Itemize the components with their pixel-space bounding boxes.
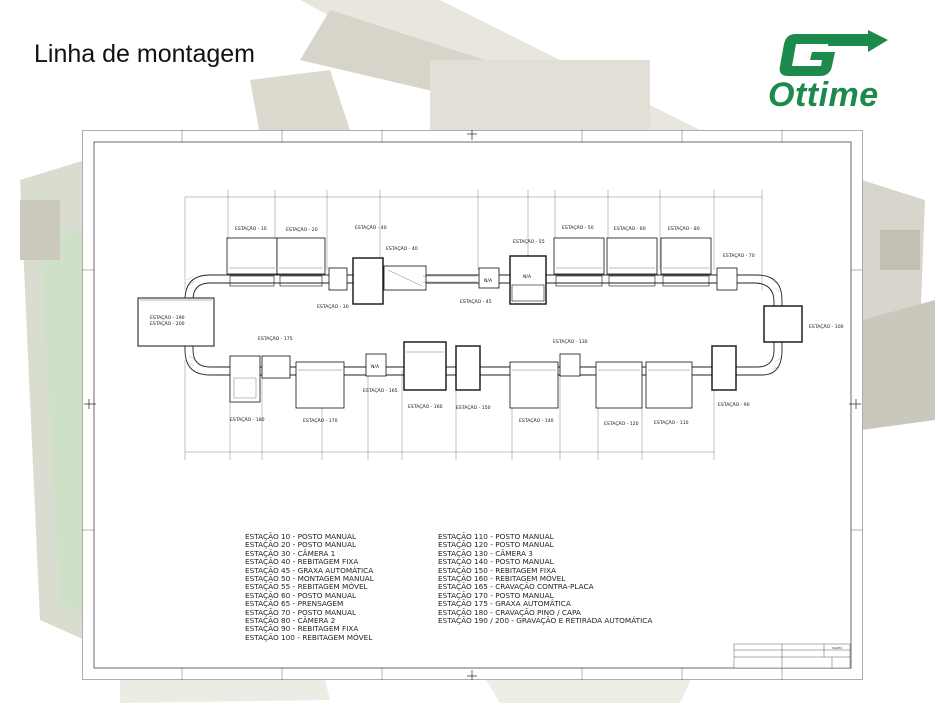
- label-station-70: ESTAÇÃO - 70: [723, 254, 755, 259]
- station-30-block: [329, 268, 347, 290]
- legend-item: ESTAÇÃO 110 - POSTO MANUAL: [438, 532, 554, 541]
- label-station-40a: ESTAÇÃO - 40: [355, 226, 387, 231]
- label-na-1: N/A: [484, 279, 493, 284]
- station-20-block: [277, 238, 325, 274]
- label-station-90: ESTAÇÃO - 90: [718, 403, 750, 408]
- legend-item: ESTAÇÃO 40 - REBITAGEM FIXA: [245, 557, 359, 567]
- label-station-110: ESTAÇÃO - 110: [654, 421, 689, 426]
- na-block-1: [479, 268, 499, 288]
- station-80-block: [661, 238, 711, 274]
- station-160-block: [456, 346, 480, 390]
- ottime-logo: [768, 30, 918, 116]
- legend-item: ESTAÇÃO 80 - CÂMERA 2: [245, 615, 336, 625]
- label-station-130: ESTAÇÃO - 130: [553, 340, 588, 345]
- label-na-3: N/A: [523, 275, 532, 280]
- label-station-60: ESTAÇÃO - 60: [614, 227, 646, 232]
- label-station-170: ESTAÇÃO - 170: [303, 419, 338, 424]
- label-station-10: ESTAÇÃO - 10: [235, 227, 267, 232]
- station-40-block: [353, 258, 383, 304]
- label-station-20: ESTAÇÃO - 20: [286, 228, 318, 233]
- label-station-55: ESTAÇÃO - 55: [513, 240, 545, 245]
- label-station-165: ESTAÇÃO - 165: [363, 389, 398, 394]
- label-station-180: ESTAÇÃO - 180: [230, 418, 265, 423]
- legend-item: ESTAÇÃO 180 - CRAVAÇÃO PINO / CAPA: [438, 607, 581, 617]
- label-station-80: ESTAÇÃO - 80: [668, 227, 700, 232]
- station-175-block: [262, 356, 290, 378]
- legend-item: ESTAÇÃO 30 - CÂMERA 1: [245, 548, 336, 558]
- label-station-200: ESTAÇÃO - 200: [150, 322, 185, 327]
- assembly-line-drawing: [82, 130, 863, 680]
- label-station-120: ESTAÇÃO - 120: [604, 422, 639, 427]
- title-block-company: VALEO: [832, 646, 842, 650]
- legend-item: ESTAÇÃO 60 - POSTO MANUAL: [245, 590, 357, 600]
- legend-item: ESTAÇÃO 150 - REBITAGEM FIXA: [438, 565, 557, 575]
- label-station-100: ESTAÇÃO - 100: [809, 325, 844, 330]
- label-station-175: ESTAÇÃO - 175: [258, 337, 293, 342]
- legend-item: ESTAÇÃO 100 - REBITAGEM MÓVEL: [245, 632, 373, 642]
- legend-right: [438, 533, 652, 625]
- station-180-block: [230, 356, 260, 402]
- label-station-50: ESTAÇÃO - 50: [562, 226, 594, 231]
- legend-item: ESTAÇÃO 160 - REBITAGEM MÓVEL: [438, 573, 566, 583]
- label-station-40b: ESTAÇÃO - 40: [386, 247, 418, 252]
- label-station-160: ESTAÇÃO - 160: [408, 405, 443, 410]
- legend-item: ESTAÇÃO 140 - POSTO MANUAL: [438, 557, 554, 567]
- label-station-45: ESTAÇÃO - 45: [460, 300, 492, 305]
- station-50-block: [554, 238, 604, 274]
- legend-item: ESTAÇÃO 175 - GRAXA AUTOMÁTICA: [438, 599, 571, 609]
- legend-item: ESTAÇÃO 165 - CRAVAÇÃO CONTRA-PLACA: [438, 582, 594, 592]
- legend-item: ESTAÇÃO 55 - REBITAGEM MÓVEL: [245, 582, 368, 592]
- legend-item: ESTAÇÃO 10 - POSTO MANUAL: [245, 532, 357, 541]
- station-140-block: [596, 362, 642, 408]
- station-150-block: [510, 362, 558, 408]
- logo-arrow-icon: [768, 30, 918, 80]
- label-na-2: N/A: [371, 365, 380, 370]
- legend-item: ESTAÇÃO 70 - POSTO MANUAL: [245, 607, 357, 617]
- legend-item: ESTAÇÃO 130 - CÂMERA 3: [438, 548, 533, 558]
- legend-item: ESTAÇÃO 90 - REBITAGEM FIXA: [245, 624, 359, 634]
- station-100-block: [764, 306, 802, 342]
- station-110-block: [712, 346, 736, 390]
- station-60-block: [607, 238, 657, 274]
- station-165-block: [404, 342, 446, 390]
- logo-wordmark: Ottime: [768, 76, 879, 114]
- station-70-block: [717, 268, 737, 290]
- legend-item: ESTAÇÃO 170 - POSTO MANUAL: [438, 590, 554, 600]
- page-title: Linha de montagem: [34, 40, 255, 68]
- legend-item: ESTAÇÃO 20 - POSTO MANUAL: [245, 540, 357, 550]
- label-station-140: ESTAÇÃO - 140: [519, 419, 554, 424]
- station-10-block: [227, 238, 277, 274]
- label-station-150: ESTAÇÃO - 150: [456, 406, 491, 411]
- station-120-block: [646, 362, 692, 408]
- legend-item: ESTAÇÃO 50 - MONTAGEM MANUAL: [245, 573, 374, 583]
- legend-item: ESTAÇÃO 190 / 200 - GRAVAÇÃO E RETIRADA AUTOMÁTICA: [438, 615, 653, 625]
- legend-item: ESTAÇÃO 45 - GRAXA AUTOMÁTICA: [245, 565, 374, 575]
- station-55-block: [510, 256, 546, 304]
- label-station-190: ESTAÇÃO - 190: [150, 316, 185, 321]
- legend-left: [245, 533, 374, 642]
- legend-item: ESTAÇÃO 120 - POSTO MANUAL: [438, 540, 554, 550]
- label-station-30: ESTAÇÃO - 30: [317, 305, 349, 310]
- legend-item: ESTAÇÃO 65 - PRENSAGEM: [245, 599, 344, 609]
- station-130-block: [560, 354, 580, 376]
- station-170-block: [296, 362, 344, 408]
